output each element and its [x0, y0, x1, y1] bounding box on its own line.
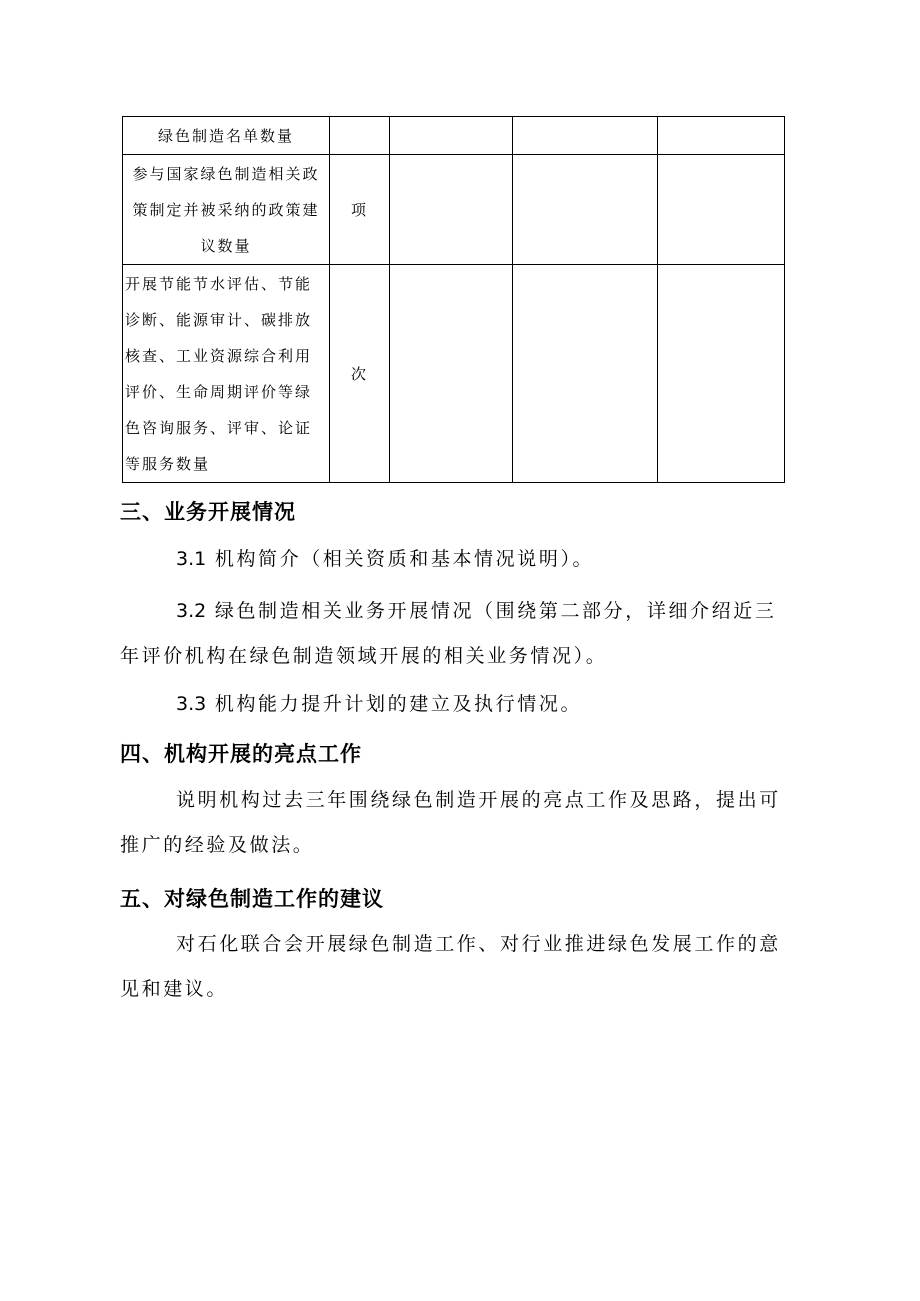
table-row [123, 117, 785, 155]
section-number: 3.1 [176, 548, 207, 570]
value-cell [658, 155, 785, 265]
value-cell [658, 117, 785, 155]
table-row [123, 265, 785, 483]
section-5-paragraph: 对石化联合会开展绿色制造工作、对行业推进绿色发展工作的意见和建议。 [120, 933, 781, 1000]
item-cell [123, 117, 330, 155]
item-line: 等服务数量 [125, 454, 211, 473]
value-cell [513, 265, 658, 483]
item-line: 诊断、能源审计、碳排放 [125, 310, 313, 329]
paragraph-text: 绿色制造相关业务开展情况（围绕第二部分，详细介绍近三年评价机构在绿色制造领域开展的相关业务情况）。 [120, 600, 777, 667]
indicator-table [122, 116, 785, 483]
item-line: 色咨询服务、评审、论证 [125, 418, 313, 437]
section-number: 3.2 [176, 600, 207, 622]
section-3-heading: 三、业务开展情况 [120, 500, 296, 524]
unit-cell: 项 [330, 155, 390, 265]
value-cell [513, 155, 658, 265]
unit-cell: 次 [330, 265, 390, 483]
section-3-2-paragraph [120, 589, 788, 679]
unit-cell [330, 117, 390, 155]
section-4-heading: 四、机构开展的亮点工作 [120, 742, 362, 766]
item-line: 核查、工业资源综合利用 [125, 346, 313, 365]
item-cell [123, 265, 330, 483]
value-cell [390, 117, 513, 155]
section-4-paragraph: 说明机构过去三年围绕绿色制造开展的亮点工作及思路，提出可推广的经验及做法。 [120, 789, 781, 856]
paragraph-text: 机构简介（相关资质和基本情况说明）。 [214, 548, 595, 570]
section-3-1-paragraph [120, 537, 788, 582]
paragraph-text: 机构能力提升计划的建立及执行情况。 [214, 693, 583, 715]
value-cell [390, 265, 513, 483]
section-number: 3.3 [176, 693, 207, 715]
section-3-3-paragraph [120, 682, 788, 727]
item-label: 绿色制造名单数量 [157, 127, 294, 145]
item-line: 参与国家绿色制造相关政 [132, 164, 320, 183]
item-line: 策制定并被采纳的政策建 [132, 200, 320, 219]
item-line: 开展节能节水评估、节能 [125, 274, 313, 293]
table-row [123, 155, 785, 265]
section-5-heading: 五、对绿色制造工作的建议 [120, 887, 384, 911]
value-cell [513, 117, 658, 155]
item-line: 评价、生命周期评价等绿 [125, 382, 313, 401]
value-cell [390, 155, 513, 265]
item-line: 议数量 [200, 236, 252, 255]
item-cell [123, 155, 330, 265]
value-cell [658, 265, 785, 483]
